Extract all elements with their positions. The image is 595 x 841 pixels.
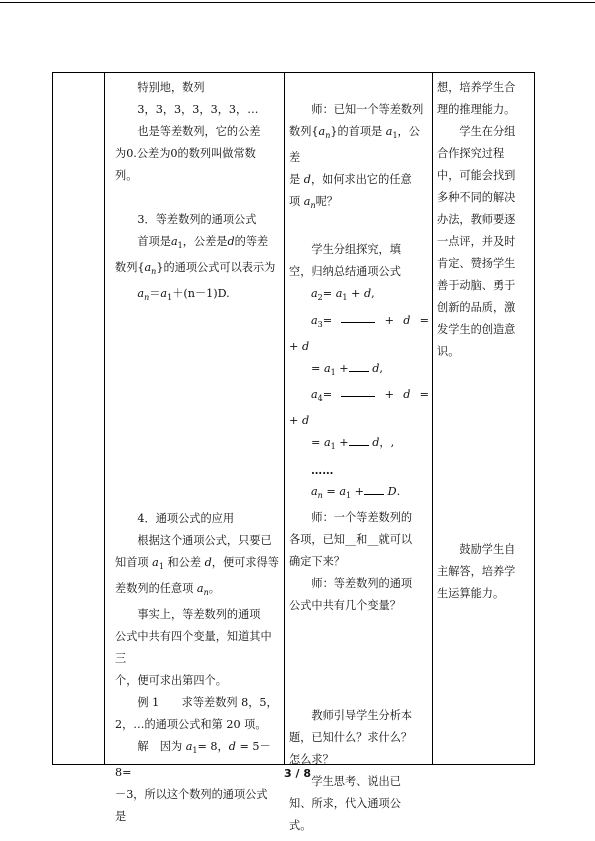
equation-line: $a_n = a_1 + D$. [289, 481, 429, 507]
section-heading: 3．等差数列的通项公式 [137, 213, 257, 226]
equation-line: $a_3=$ + d = [289, 310, 429, 336]
intent-line: 肯定、赞扬学生 [437, 257, 516, 270]
text-line: 差数列的任意项 $a_n$。 [115, 581, 220, 598]
example-line: 2，…的通项公式和第 20 项。 [115, 718, 267, 732]
column-divider [432, 73, 433, 764]
text-line: 事实上，等差数列的通项 [137, 608, 261, 622]
text-line: 特别地，数列 [137, 81, 205, 94]
teacher-line: 各项，已知__和__就可以 [289, 532, 413, 546]
intent-line: 想，培养学生合 [437, 81, 516, 94]
intent-line: 创新的品质，激 [437, 301, 516, 314]
equation-line: = $a_1 + d$, [289, 358, 429, 384]
teacher-line: 数列$\{a_n\}$的首项是 $a_1$，公差 [289, 125, 420, 165]
text-line: 根据这个通项公式，只要已 [137, 533, 272, 547]
teacher-line: 师：等差数列的通项 [311, 576, 413, 590]
intent-column [437, 77, 533, 764]
teacher-line: 项 $a_n$呢？ [289, 195, 338, 211]
intent-line: 办法，教师要逐 [437, 213, 516, 226]
student-line: 学生分组探究，填 [311, 243, 401, 257]
content-column [115, 77, 279, 824]
teacher-line: 怎么求？ [289, 752, 334, 766]
text-line: 也是等差数列，它的公差 [137, 125, 261, 138]
sequence-line: 3，3，3，3，3，3，… [137, 103, 259, 116]
solution-line: 解 因为 $a_1= 8$，d = 5－8= [115, 740, 271, 780]
text-line: 个，便可求出第四个。 [115, 674, 227, 688]
intent-line: 善于动脑、勇于 [437, 279, 516, 292]
teacher-line: 是 d，如何求出它的任意 [289, 173, 412, 187]
teacher-line: 师：已知一个等差数列 [311, 103, 424, 116]
solution-line: －3，所以这个数列的通项公式 [115, 788, 268, 802]
intent-line: 发学生的创造意 [437, 323, 516, 336]
equation-line: = $a_1 + d$，, [289, 432, 429, 458]
header-rule [0, 2, 595, 3]
general-term-formula: $a_n=a_1+(n-1)D$. [137, 287, 230, 303]
text-line: 知首项 $a_1$ 和公差 d，便可求得等 [115, 555, 279, 571]
student-line: 式。 [289, 818, 312, 832]
teacher-line: 师：一个等差数列的 [311, 510, 413, 524]
equation-line: + d [289, 339, 310, 353]
intent-line: 生运算能力。 [437, 587, 505, 600]
student-line: 学生思考、说出已 [311, 774, 401, 788]
intent-line: 主解答，培养学 [437, 565, 516, 578]
teacher-line: 确定下来？ [289, 554, 345, 568]
intent-line: 鼓励学生自 [459, 543, 516, 556]
column-divider [284, 73, 285, 764]
intent-line: 合作探究过程 [437, 147, 505, 160]
page-number: 3 / 8 [284, 767, 311, 780]
teacher-line: 教师引导学生分析本 [311, 708, 413, 722]
intent-line: 一点评，并及时 [437, 235, 516, 248]
intent-line: 理的推理能力。 [437, 103, 516, 116]
example-line: 例 1 求等差数列 8，5， [137, 696, 278, 710]
text-line: 公式中共有四个变量，知道其中三 [115, 630, 272, 666]
ellipsis: …… [311, 462, 334, 477]
intent-line: 学生在分组 [459, 125, 516, 138]
equation-line: + d [289, 414, 310, 428]
solution-line: 是 [115, 810, 127, 824]
text-line: 首项是$a_1$，公差是d的等差 [137, 235, 269, 251]
text-line: 数列$\{a_n\}$的通项公式可以表示为 [115, 261, 276, 277]
student-line: 空，归纳总结通项公式 [289, 265, 401, 279]
equation-line: $a_2= a_1 + d$, [311, 287, 375, 303]
teacher-line: 公式中共有几个变量？ [289, 598, 401, 612]
column-divider [104, 73, 105, 764]
teacher-line: 题，已知什么？求什么？ [289, 730, 413, 744]
intent-line: 识。 [437, 345, 460, 358]
student-line: 知、所求，代入通项公 [289, 796, 401, 810]
intent-line: 中，可能会找到 [437, 169, 516, 182]
equation-line: $a_4=$ + d = [289, 384, 429, 410]
section-heading: 4．通项公式的应用 [137, 511, 235, 525]
intent-line: 多种不同的解决 [437, 191, 516, 204]
text-line: 为0.公差为0的数列叫做常数 [115, 147, 256, 160]
text-line: 列。 [115, 169, 138, 182]
